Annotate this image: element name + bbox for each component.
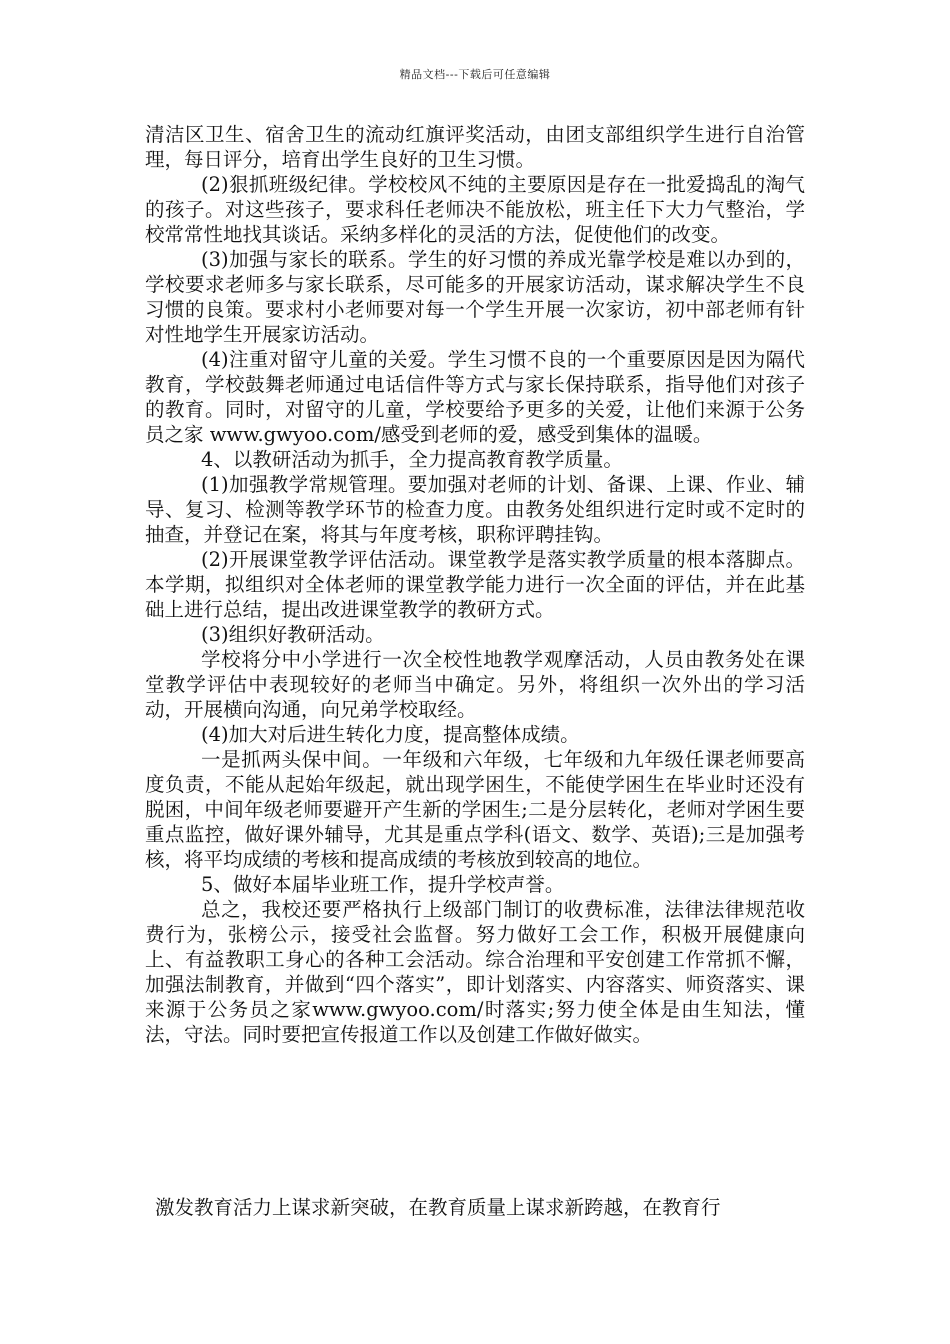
section-heading-graduating-class: 5、做好本届毕业班工作，提升学校声誉。: [201, 873, 565, 896]
document-body: [145, 122, 805, 1047]
page-header: 精品文档---下载后可任意编辑: [399, 68, 551, 81]
paragraph-parent-contact: (3)加强与家长的联系。学生的好习惯的养成光靠学校是难以办到的，学校要求老师多与家长联系，尽可能多的开展家访活动，谋求解决学生不良习惯的良策。要求村小老师要对每一个学生开展一次家访，初中部老师有针对性地学生开展家访活动。: [145, 248, 805, 346]
closing-line: 激发教育活力上谋求新突破，在教育质量上谋求新跨越，在教育行: [155, 1196, 721, 1219]
paragraph-research-activities-heading: (3)组织好教研活动。: [201, 623, 385, 646]
paragraph-summary: 总之，我校还要严格执行上级部门制订的收费标准，法律法律规范收费行为，张榜公示，接受社会监督。努力做好工会工作，积极开展健康向上、有益教职工身心的各种工会活动。综合治理和平安创建工作常抓不懈，加强法制教育，并做到“四个落实”，即计划落实、内容落实、师资落实、课来源于公务员之家www.gwyoo.com/时落实;努力使全体是由生知法，懂法，守法。同时要把宣传报道工作以及创建工作做好做实。: [145, 898, 805, 1046]
paragraph-left-behind-children: (4)注重对留守儿童的关爱。学生习惯不良的一个重要原因是因为隔代教育，学校鼓舞老师通过电话信件等方式与家长保持联系，指导他们对孩子的教育。同时，对留守的儿童，学校要给予更多的关爱，让他们来源于公务员之家 www.gwyoo.com/感受到老师的爱，感受到集体的温暖。: [145, 348, 805, 446]
paragraph-observation-activity: 学校将分中小学进行一次全校性地教学观摩活动，人员由教务处在课堂教学评估中表现较好的老师当中确定。另外，将组织一次外出的学习活动，开展横向沟通，向兄弟学校取经。: [145, 648, 805, 721]
paragraph-class-discipline: (2)狠抓班级纪律。学校校风不纯的主要原因是存在一批爱捣乱的淘气的孩子。对这些孩子，要求科任老师决不能放松，班主任下大力气整治，学校常常性地找其谈话。采纳多样化的灵活的方法，促使他们的改变。: [145, 173, 805, 246]
paragraph-teaching-routine: (1)加强教学常规管理。要加强对老师的计划、备课、上课、作业、辅导、复习、检测等教学环节的检查力度。由教务处组织进行定时或不定时的抽查，并登记在案，将其与年度考核，职称评聘挂钩。: [145, 473, 805, 546]
paragraph-underachiever-measures: 一是抓两头保中间。一年级和六年级，七年级和九年级任课老师要高度负责，不能从起始年级起，就出现学困生，不能使学困生在毕业时还没有脱困，中间年级老师要避开产生新的学困生;二是分层转化，老师对学困生要重点监控，做好课外辅导，尤其是重点学科(语文、数学、英语);三是加强考核，将平均成绩的考核和提高成绩的考核放到较高的地位。: [145, 748, 805, 871]
paragraph-classroom-evaluation: (2)开展课堂教学评估活动。课堂教学是落实教学质量的根本落脚点。本学期，拟组织对全体老师的课堂教学能力进行一次全面的评估，并在此基础上进行总结，提出改进课堂教学的教研方式。: [145, 548, 805, 621]
paragraph-underachiever-heading: (4)加大对后进生转化力度，提高整体成绩。: [201, 723, 580, 746]
section-heading-teaching-research: 4、以教研活动为抓手，全力提高教育教学质量。: [201, 448, 623, 471]
paragraph-hygiene-continuation: 清洁区卫生、宿舍卫生的流动红旗评奖活动，由团支部组织学生进行自治管理，每日评分，培育出学生良好的卫生习惯。: [145, 123, 805, 171]
